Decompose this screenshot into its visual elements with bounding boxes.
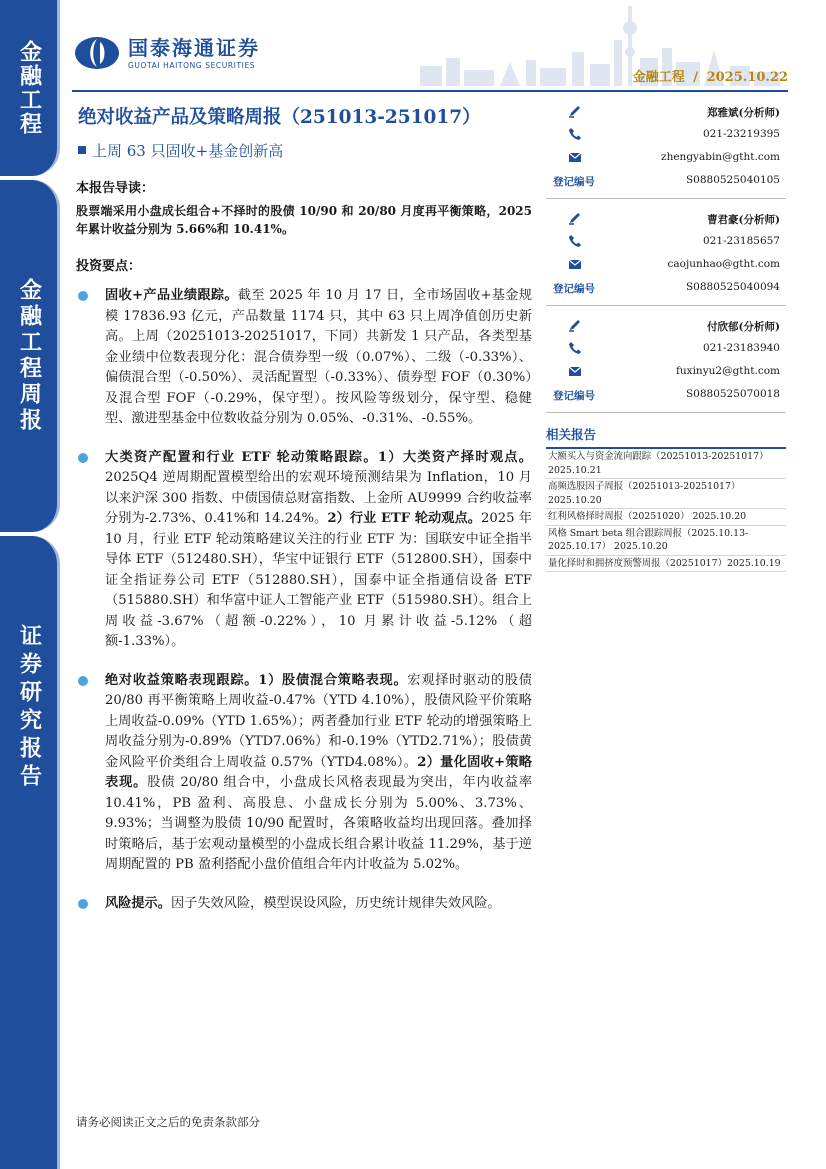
phone-icon bbox=[568, 234, 582, 248]
analyst-card bbox=[546, 207, 786, 306]
main-content bbox=[76, 177, 532, 932]
key-point-body: 2025Q4 逆周期配置模型给出的宏观环境预测结果为 Inflation，10 月以来沪深 300 指数、中债国债总财富指数、上金所 AU9999 合约收益率分别为-2.73%、0.41%和 14.24%。 bbox=[105, 470, 532, 526]
related-report-link[interactable]: 高频选股因子周报（20251013-20251017）2025.10.20 bbox=[546, 479, 786, 509]
analyst-phone: 021-23183940 bbox=[702, 342, 780, 354]
key-point-head: 风险提示。 bbox=[105, 895, 171, 911]
related-reports-title: 相关报告 bbox=[546, 425, 786, 449]
analyst-name: 曹君豪(分析师) bbox=[707, 214, 780, 226]
header-divider bbox=[72, 90, 788, 92]
brand-name-en: GUOTAI HAITONG SECURITIES bbox=[128, 60, 256, 70]
key-point bbox=[76, 286, 532, 430]
side-tab-label: 证券研究报告 bbox=[16, 623, 42, 792]
brand-name-cn: 国泰海通证券 bbox=[128, 35, 260, 60]
analyst-card bbox=[546, 100, 786, 199]
phone-icon bbox=[568, 341, 582, 355]
related-report-link[interactable]: 红利风格择时周报（20251020） 2025.10.20 bbox=[546, 509, 786, 526]
registration-number: S0880525040094 bbox=[685, 281, 780, 293]
registration-label: 登记编号 bbox=[553, 283, 595, 295]
side-tab-weekly-report bbox=[0, 180, 60, 532]
pen-icon bbox=[568, 104, 582, 118]
bullet-icon bbox=[78, 291, 88, 301]
side-tab-financial-engineering bbox=[0, 0, 60, 176]
registration-number: S0880525070018 bbox=[685, 388, 780, 400]
email-icon bbox=[568, 257, 582, 271]
related-reports bbox=[546, 425, 786, 572]
analyst-email[interactable]: fuxinyu2@gtht.com bbox=[676, 365, 780, 377]
analyst-email[interactable]: caojunhao@gtht.com bbox=[667, 258, 780, 270]
side-tab-label: 金融工程周报 bbox=[16, 278, 42, 434]
analyst-email[interactable]: zhengyabin@gtht.com bbox=[661, 151, 780, 163]
analyst-phone: 021-23185657 bbox=[702, 235, 780, 247]
intro-text: 股票端采用小盘成长组合+不择时的股债 10/90 和 20/80 月度再平衡策略，2025 年累计收益分别为 5.66%和 10.41%。 bbox=[76, 204, 532, 236]
analyst-card bbox=[546, 314, 786, 413]
registration-label: 登记编号 bbox=[553, 176, 595, 188]
brand-logo bbox=[74, 36, 260, 70]
key-point-head: 绝对收益策略表现跟踪。1）股债混合策略表现。 bbox=[105, 672, 408, 688]
email-icon bbox=[568, 364, 582, 378]
key-point-body: 2025 年 10 月，行业 ETF 轮动策略建议关注的行业 ETF 为：国联安中证全指半导体 ETF（512480.SH），华宝中证银行 ETF（512800.SH），国泰中证全指证券公司 ETF（512880.SH），国泰中证全指通信设备 ETF（515880.SH）和华富中证人工智能产业 ETF（515980.SH）。组合上周收益-3.67%（超额-0.22%），10 月累计收益-5.12%（超额-1.33%）。 bbox=[105, 511, 532, 649]
report-title: 绝对收益产品及策略周报（251013-251017） bbox=[78, 107, 481, 128]
key-point bbox=[76, 448, 532, 653]
key-point bbox=[76, 894, 532, 915]
phone-icon bbox=[568, 127, 582, 141]
header-category: 金融工程 bbox=[632, 70, 685, 85]
square-bullet-icon bbox=[78, 146, 86, 154]
email-icon bbox=[568, 150, 582, 164]
related-report-link[interactable]: 大额买入与资金流向跟踪（20251013-20251017）2025.10.21 bbox=[546, 449, 786, 479]
disclaimer-note: 请务必阅读正文之后的免责条款部分 bbox=[76, 1115, 260, 1129]
bullet-icon bbox=[78, 453, 88, 463]
related-report-link[interactable]: 量化择时和拥挤度预警周报（20251017）2025.10.19 bbox=[546, 556, 786, 573]
registration-label: 登记编号 bbox=[553, 390, 595, 402]
subtitle-text: 上周 63 只固收+基金创新高 bbox=[92, 142, 284, 160]
registration-number: S0880525040105 bbox=[685, 174, 780, 186]
key-point-body: 因子失效风险，模型误设风险，历史统计规律失效风险。 bbox=[170, 895, 501, 911]
header-category-date bbox=[633, 66, 788, 85]
pen-icon bbox=[568, 211, 582, 225]
key-point-body: 股债 20/80 组合中，小盘成长风格表现最为突出，年内收益率 10.41%，PB 盈利、高股息、小盘成长分别为 5.00%、3.73%、9.93%；当调整为股债 10/90 配置时，各策略收益均出现回落。叠加择时策略后，基于宏观动量模型的小盘成长组合累计收益 11.29%，基于逆周期配置的 PB 盈利搭配小盘价值组合年内计收益为 5.02%。 bbox=[105, 775, 533, 872]
key-point-subhead: 2）量化固收+策略表现。 bbox=[105, 754, 532, 790]
analyst-phone: 021-23219395 bbox=[702, 128, 780, 140]
bullet-icon bbox=[78, 676, 88, 686]
analyst-name: 郑雅斌(分析师) bbox=[707, 107, 780, 119]
related-report-link[interactable]: 风格 Smart beta 组合跟踪周报（2025.10.13-2025.10.17） 2025.10.20 bbox=[546, 526, 786, 556]
key-point-body: 宏观择时驱动的股债 20/80 再平衡策略上周收益-0.47%（YTD 4.10%），股债风险平价策略上周收益-0.09%（YTD 1.65%）；两者叠加行业 ETF 轮动的增强策略上周收益分别为-0.89%（YTD7.06%）和-0.19%（YTD2.71%）；股债黄金风险平价类组合上周收益 0.57%（YTD4.08%）。 bbox=[105, 672, 532, 770]
sidebar bbox=[546, 100, 786, 572]
side-tab-label: 金融工程 bbox=[16, 40, 42, 136]
header-date: 2025.10.22 bbox=[706, 70, 788, 85]
side-tab-research-report bbox=[0, 536, 60, 1169]
key-point-head: 大类资产配置和行业 ETF 轮动策略跟踪。1）大类资产择时观点。 bbox=[105, 449, 532, 465]
intro-heading: 本报告导读： bbox=[76, 181, 155, 196]
brand-logo-mark-icon bbox=[74, 36, 120, 70]
pen-icon bbox=[568, 318, 582, 332]
key-point bbox=[76, 671, 532, 876]
header-separator: / bbox=[693, 70, 699, 85]
key-point-subhead: 2）行业 ETF 轮动观点。 bbox=[327, 511, 481, 526]
key-point-head: 固收+产品业绩跟踪。 bbox=[105, 288, 238, 303]
analyst-name: 付欣郁(分析师) bbox=[707, 321, 780, 333]
bullet-icon bbox=[78, 899, 88, 909]
report-subtitle bbox=[78, 140, 283, 161]
key-point-body: 截至 2025 年 10 月 17 日，全市场固收+基金规模 17836.93 亿元，产品数量 1174 只，其中 63 只上周净值创历史新高。上周（20251013-20251017，下同）共新发 1 只产品，各类型基金业绩中位数表现分化：混合债券型一级（0.07%）、二级（-0.33%）、偏债混合型（-0.50%）、灵活配置型（-0.33%）、债券型 FOF（0.30%）及混合型 FOF（-0.29%，保守型）。按风险等级划分，保守型、稳健型、激进型基金中位数收益分别为 0.05%、-0.31%、-0.55%。 bbox=[105, 288, 532, 426]
key-points-heading: 投资要点： bbox=[76, 259, 142, 274]
